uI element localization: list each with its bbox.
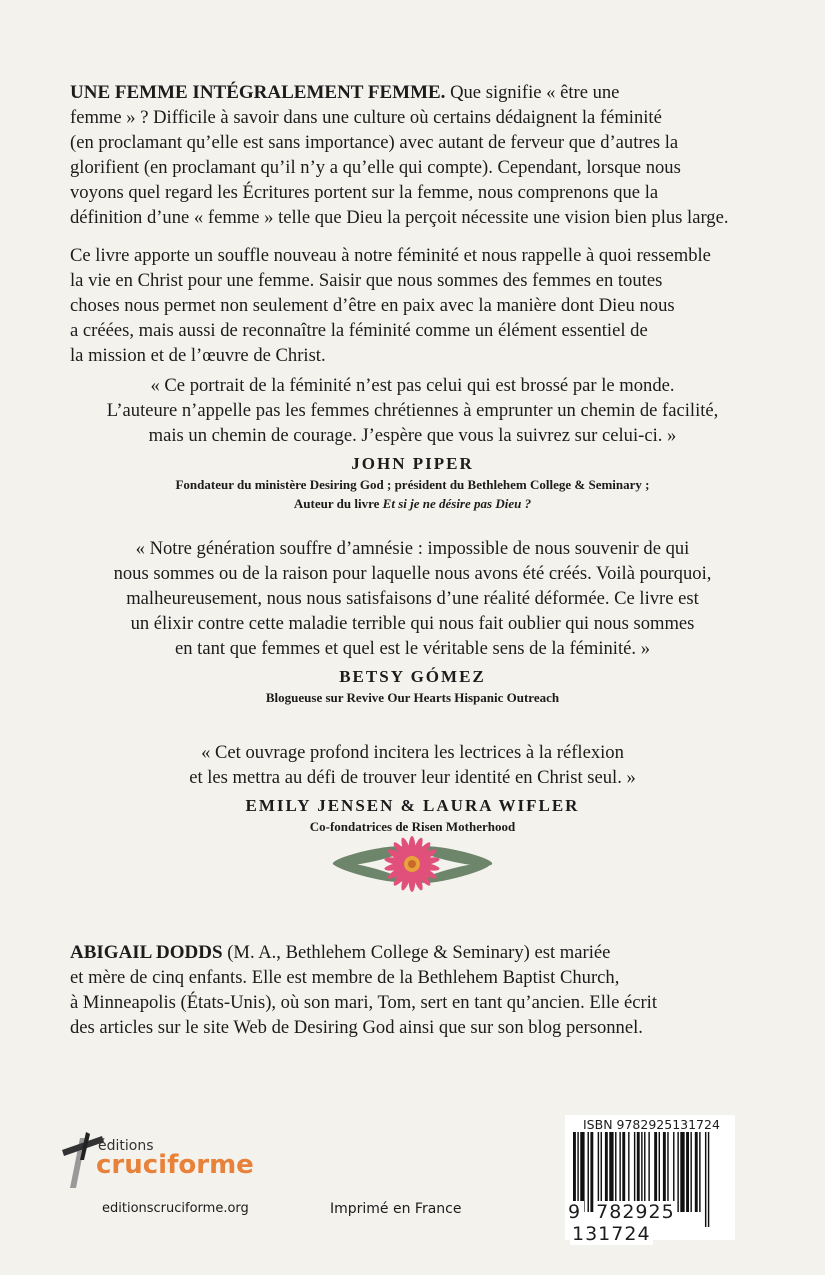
intro-line: voyons quel regard les Écritures portent sur la femme, nous comprenons que la	[70, 182, 659, 203]
quote-line: nous sommes ou de la raison pour laquelle nous avons été créés. Voilà pourquoi,	[113, 563, 712, 584]
barcode-bar	[695, 1132, 698, 1212]
bio-line	[70, 940, 770, 965]
quote-line: malheureusement, nous nous satisfaisons d’une réalité déformée. Ce livre est	[126, 588, 699, 609]
description-line: choses nous permet non seulement d’être en paix avec la manière dont Dieu nous	[70, 295, 675, 316]
barcode-bar	[648, 1132, 649, 1212]
quote-jensen-wifler	[0, 740, 825, 836]
quote-author: BETSY GÓMEZ	[339, 667, 486, 686]
isbn-barcode	[565, 1115, 735, 1245]
barcode-bar	[634, 1132, 635, 1212]
author-bio	[70, 940, 770, 1040]
quote-author: JOHN PIPER	[351, 454, 474, 473]
description-line: la mission et de l’œuvre de Christ.	[70, 345, 326, 366]
barcode-bar	[680, 1132, 684, 1212]
barcode-bar	[690, 1132, 691, 1212]
barcode-bar	[615, 1132, 616, 1212]
barcode-bar	[619, 1132, 620, 1212]
intro-line: définition d’une « femme » telle que Dieu la perçoit nécessite une vision bien plus large.	[70, 207, 729, 228]
description-paragraph	[70, 243, 770, 368]
quote-line: un élixir contre cette maladie terrible qui nous fait oublier qui nous sommes	[130, 613, 695, 634]
logo-cruciforme: cruciforme	[96, 1150, 254, 1180]
description-line: Ce livre apporte un souffle nouveau à notre féminité et nous rappelle à quoi ressemble	[70, 245, 711, 266]
barcode-bar	[588, 1132, 589, 1212]
isbn-digits	[565, 1201, 735, 1245]
bio-line: à Minneapolis (États-Unis), où son mari, Tom, sert en tant qu’ancien. Elle écrit	[70, 992, 658, 1013]
barcode-bar	[580, 1132, 584, 1212]
intro-text: Que signifie « être une	[445, 82, 620, 103]
logo-editions: éditions	[98, 1138, 154, 1154]
intro-line: glorifient (en proclamant qu’il n’y a qu’elle qui compte). Cependant, lorsque nous	[70, 157, 681, 178]
book-prefix: Auteur du livre	[293, 496, 383, 511]
intro-line: (en proclamant qu’elle est sans importance) avec autant de ferveur que d’autres la	[70, 132, 679, 153]
isbn-digits-right: 131724	[572, 1223, 651, 1245]
quote-line: en tant que femmes et quel est le véritable sens de la féminité. »	[174, 638, 650, 659]
barcode-bar	[654, 1132, 657, 1212]
description-line: la vie en Christ pour une femme. Saisir que nous sommes des femmes en toutes	[70, 270, 663, 291]
quote-john-piper	[0, 373, 825, 513]
quote-line: « Cet ouvrage profond incitera les lectrices à la réflexion	[201, 742, 624, 763]
barcode-bar	[598, 1132, 599, 1212]
bio-text: (M. A., Bethlehem College & Seminary) est mariée	[222, 942, 611, 963]
barcode-bar	[663, 1132, 666, 1212]
intro-lead: UNE FEMME INTÉGRALEMENT FEMME.	[70, 82, 446, 103]
description-line: a créées, mais aussi de reconnaître la féminité comme un élément essentiel de	[70, 320, 648, 341]
quote-betsy-gomez	[0, 536, 825, 707]
quote-line: mais un chemin de courage. J’espère que vous la suivrez sur celui-ci. »	[148, 425, 677, 446]
barcode-bar	[601, 1132, 602, 1212]
isbn-digit-first: 9	[565, 1201, 584, 1223]
isbn-digits-left: 782925	[596, 1201, 675, 1223]
quote-author: EMILY JENSEN & LAURA WIFLER	[245, 796, 580, 815]
barcode-bar	[673, 1132, 674, 1212]
printed-in: Imprimé en France	[330, 1201, 462, 1217]
publisher-logo[interactable]	[62, 1130, 262, 1190]
barcode-bar	[659, 1132, 660, 1212]
barcode-bar	[628, 1132, 629, 1212]
intro-line: femme » ? Difficile à savoir dans une culture où certains dédaignent la féminité	[70, 107, 662, 128]
quote-affiliation: Blogueuse sur Revive Our Hearts Hispanic Outreach	[265, 690, 560, 705]
barcode-bar	[605, 1132, 608, 1212]
barcode-bar	[609, 1132, 613, 1212]
isbn-label: ISBN 9782925131724	[583, 1117, 720, 1132]
barcode-bar	[622, 1132, 625, 1212]
bio-line: des articles sur le site Web de Desiring God ainsi que sur son blog personnel.	[70, 1017, 643, 1038]
author-name: ABIGAIL DODDS	[70, 942, 223, 963]
barcode-bar	[637, 1132, 640, 1212]
quote-line: « Notre génération souffre d’amnésie : impossible de nous souvenir de qui	[135, 538, 690, 559]
intro-line	[70, 80, 770, 105]
intro-paragraph	[70, 80, 770, 230]
quote-line: et les mettra au défi de trouver leur identité en Christ seul. »	[189, 767, 636, 788]
bio-line: et mère de cinq enfants. Elle est membre de la Bethlehem Baptist Church,	[70, 967, 620, 988]
publisher-url[interactable]: editionscruciforme.org	[102, 1201, 249, 1216]
quote-line: « Ce portrait de la féminité n’est pas celui qui est brossé par le monde.	[150, 375, 675, 396]
quote-affiliation-book	[0, 494, 825, 513]
quote-affiliation: Co-fondatrices de Risen Motherhood	[309, 819, 516, 834]
quote-affiliation: Fondateur du ministère Desiring God ; président du Bethlehem College & Seminary ;	[175, 477, 650, 492]
quote-line: L’auteure n’appelle pas les femmes chrétiennes à emprunter un chemin de facilité,	[106, 400, 719, 421]
barcode-bar	[677, 1132, 678, 1212]
barcode-bar	[686, 1132, 689, 1212]
barcode-bar	[667, 1132, 668, 1212]
barcode-bar	[699, 1132, 700, 1212]
barcode-bar	[590, 1132, 593, 1212]
flower-illustration	[330, 828, 495, 898]
book-title: Et si je ne désire pas Dieu ?	[382, 496, 532, 511]
